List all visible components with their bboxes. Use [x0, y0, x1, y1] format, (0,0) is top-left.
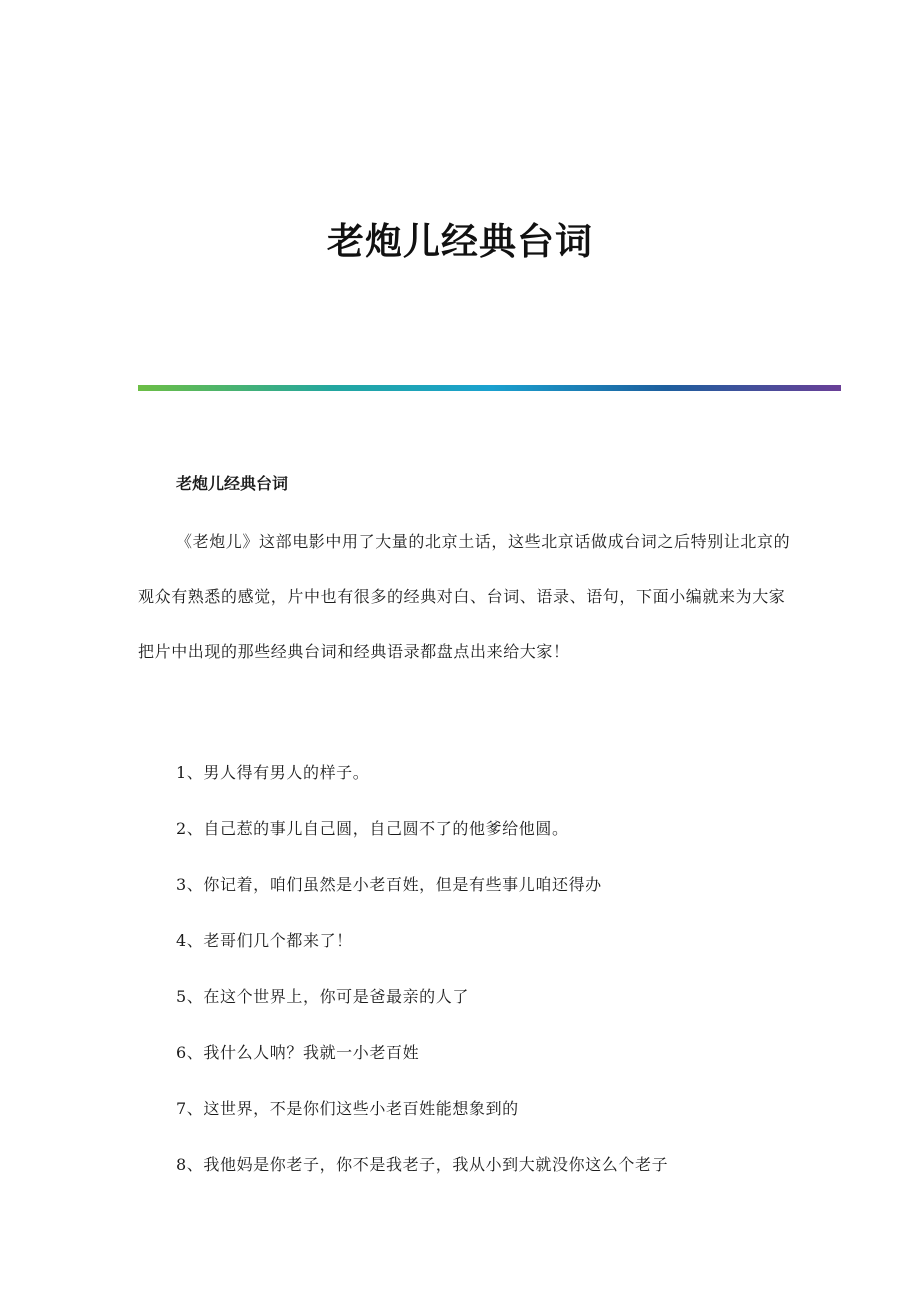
quote-item: 4、老哥们几个都来了！ [176, 931, 353, 950]
quote-item: 2、自己惹的事儿自己圆，自己圆不了的他爹给他圆。 [176, 819, 569, 838]
quote-item: 5、在这个世界上，你可是爸最亲的人了 [176, 987, 469, 1006]
page-title: 老炮儿经典台词 [327, 219, 593, 263]
section-heading: 老炮儿经典台词 [176, 474, 289, 493]
intro-paragraph: 《老炮儿》这部电影中用了大量的北京土话，这些北京话做成台词之后特别让北京的观众有熟悉的感觉，片中也有很多的经典对白、台词、语录、语句，下面小编就来为大家把片中出现的那些经典台词和经典语录都盘点出来给大家！ [138, 532, 791, 661]
quote-item: 7、这世界，不是你们这些小老百姓能想象到的 [176, 1099, 519, 1118]
quote-item: 1、男人得有男人的样子。 [176, 763, 370, 782]
quote-item: 6、我什么人呐？我就一小老百姓 [176, 1043, 420, 1062]
document-body [138, 468, 798, 1205]
quote-item: 3、你记着，咱们虽然是小老百姓，但是有些事儿咱还得办 [176, 875, 602, 894]
quote-item: 8、我他妈是你老子，你不是我老子，我从小到大就没你这么个老子 [176, 1155, 669, 1174]
quote-list [138, 757, 798, 1205]
gradient-divider [138, 385, 841, 391]
